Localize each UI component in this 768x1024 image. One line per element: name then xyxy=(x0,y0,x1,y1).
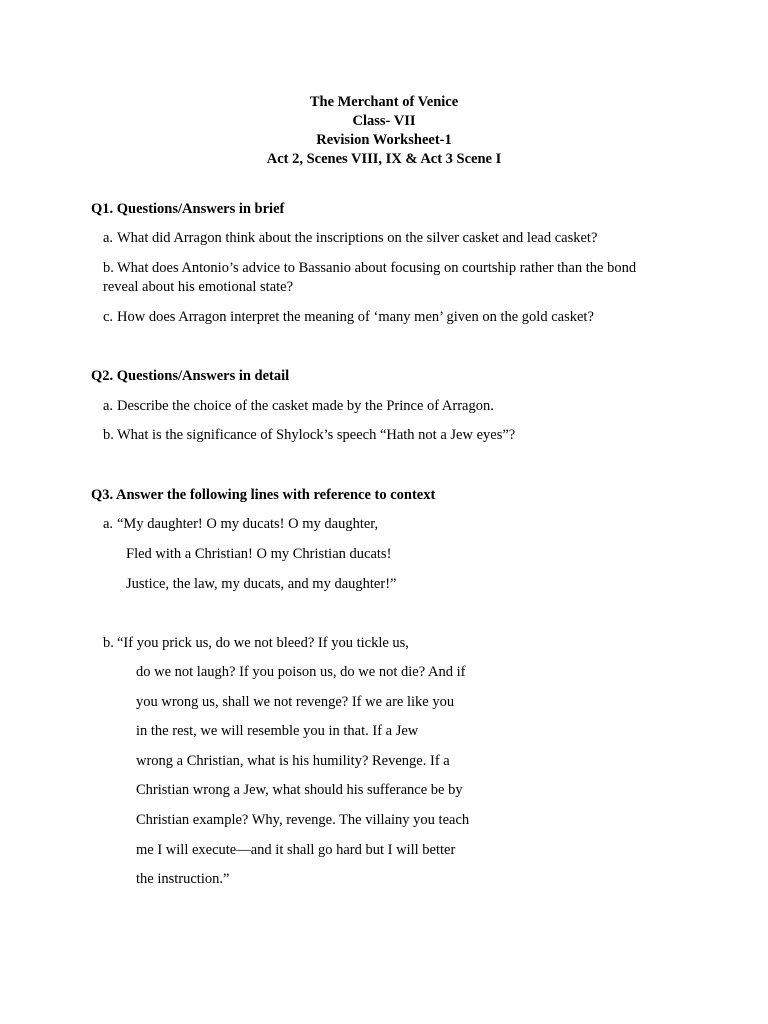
q1-item-c-marker: c. xyxy=(103,309,114,325)
q2-item-a-text: Describe the choice of the casket made by the Prince of Arragon. xyxy=(117,398,494,414)
q3-heading: Q3. Answer the following lines with reference to context xyxy=(91,487,436,503)
q3-b-line-6: Christian wrong a Jew, what should his sufferance be by xyxy=(136,782,463,798)
q1-item-a xyxy=(103,229,597,248)
q1-item-b xyxy=(103,259,636,278)
q1-item-b-continuation: reveal about his emotional state? xyxy=(103,279,294,295)
q2-item-a xyxy=(103,397,494,416)
q2-item-a-marker: a. xyxy=(103,398,114,414)
q3-b-line-5: wrong a Christian, what is his humility? Revenge. If a xyxy=(136,753,450,769)
q3-b-quote-line: “If you prick us, do we not bleed? If you tickle us, xyxy=(117,635,409,651)
q1-item-b-marker: b. xyxy=(103,260,114,276)
q3-b-line-7: Christian example? Why, revenge. The villainy you teach xyxy=(136,812,470,828)
worksheet-header xyxy=(0,93,768,169)
q1-item-a-marker: a. xyxy=(103,230,114,246)
q2-item-b-text: What is the significance of Shylock’s speech “Hath not a Jew eyes”? xyxy=(117,427,516,443)
q3-a-line-1 xyxy=(103,515,378,534)
q3-b-line-4: in the rest, we will resemble you in that. If a Jew xyxy=(136,723,419,739)
q3-b-line-3: you wrong us, shall we not revenge? If we are like you xyxy=(136,694,455,710)
q3-a-line-2: Fled with a Christian! O my Christian ducats! xyxy=(126,546,392,562)
q1-heading: Q1. Questions/Answers in brief xyxy=(91,201,285,217)
scope-label: Act 2, Scenes VIII, IX & Act 3 Scene I xyxy=(266,151,502,167)
worksheet-label: Revision Worksheet-1 xyxy=(316,132,452,148)
q3-a-marker: a. xyxy=(103,516,114,532)
q3-a-line-3: Justice, the law, my ducats, and my daughter!” xyxy=(126,576,397,592)
q1-item-a-text: What did Arragon think about the inscriptions on the silver casket and lead casket? xyxy=(117,230,598,246)
q1-item-c xyxy=(103,308,594,327)
q3-a-quote-line: “My daughter! O my ducats! O my daughter, xyxy=(117,516,379,532)
q1-item-b-text-line1: What does Antonio’s advice to Bassanio about focusing on courtship rather than the bond xyxy=(117,260,637,276)
q2-item-b-marker: b. xyxy=(103,427,114,443)
q3-b-line-1 xyxy=(103,634,409,653)
q3-b-marker: b. xyxy=(103,635,114,651)
q2-heading: Q2. Questions/Answers in detail xyxy=(91,368,290,384)
document-title: The Merchant of Venice xyxy=(309,94,459,110)
q3-b-line-8: me I will execute—and it shall go hard but I will better xyxy=(136,842,456,858)
class-label: Class- VII xyxy=(352,113,416,129)
q3-b-line-2: do we not laugh? If you poison us, do we not die? And if xyxy=(136,664,466,680)
q3-b-line-9: the instruction.” xyxy=(136,871,230,887)
q1-item-c-text: How does Arragon interpret the meaning of ‘many men’ given on the gold casket? xyxy=(117,309,594,325)
q2-item-b xyxy=(103,426,515,445)
